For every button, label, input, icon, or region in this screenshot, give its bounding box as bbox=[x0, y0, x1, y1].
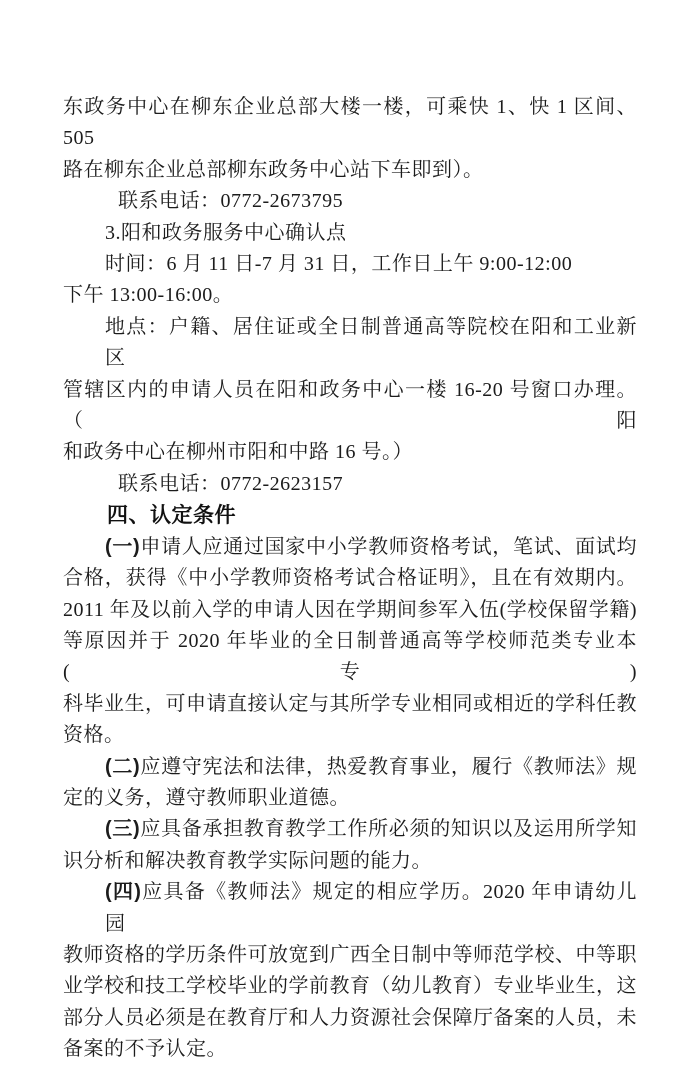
line-text: 应具备承担教育教学工作所必须的知识以及运用所学知 bbox=[140, 818, 637, 841]
line-text: 四、认定条件 bbox=[107, 504, 236, 528]
text-line bbox=[63, 563, 637, 594]
line-text: 地点：户籍、居住证或全日制普通高等院校在阳和工业新区 bbox=[105, 315, 637, 370]
text-line bbox=[63, 783, 637, 814]
line-text: 东政务中心在柳东企业总部大楼一楼，可乘快 1、快 1 区间、505 bbox=[63, 96, 637, 150]
line-text: 识分析和解决教育教学实际问题的能力。 bbox=[63, 849, 432, 872]
text-line bbox=[63, 312, 637, 375]
text-line bbox=[63, 280, 637, 311]
line-text: 联系电话：0772-2673795 bbox=[118, 190, 344, 213]
line-text: 下午 13:00-16:00。 bbox=[63, 284, 234, 307]
text-line bbox=[63, 155, 637, 186]
line-text: 合格，获得《中小学教师资格考试合格证明》，且在有效期内。 bbox=[63, 567, 637, 590]
text-line bbox=[63, 92, 637, 155]
line-text: 备案的不予认定。 bbox=[63, 1038, 227, 1061]
line-text: 科毕业生，可申请直接认定与其所学专业相同或相近的学科任教 bbox=[63, 692, 637, 715]
line-text: 路在柳东企业总部柳东政务中心站下车即到）。 bbox=[63, 158, 484, 181]
line-text: 业学校和技工学校毕业的学前教育（幼儿教育）专业毕业生，这 bbox=[63, 975, 637, 998]
line-text: 定的义务，遵守教师职业道德。 bbox=[63, 786, 350, 809]
line-text: 管辖区内的申请人员在阳和政务中心一楼 16-20 号窗口办理。（阳 bbox=[63, 378, 637, 433]
text-line bbox=[63, 1003, 637, 1034]
text-line bbox=[63, 218, 637, 249]
text-line bbox=[63, 971, 637, 1002]
text-line bbox=[63, 595, 637, 626]
line-text: 联系电话：0772-2623157 bbox=[118, 472, 344, 495]
list-item-marker: (三) bbox=[105, 818, 141, 841]
section-heading bbox=[63, 500, 637, 531]
text-line bbox=[63, 846, 637, 877]
line-text: 应具备《教师法》规定的相应学历。2020 年申请幼儿园 bbox=[105, 881, 637, 935]
line-text: 资格。 bbox=[63, 724, 125, 747]
line-text: 部分人员必须是在教育厅和人力资源社会保障厅备案的人员，未 bbox=[63, 1006, 637, 1029]
list-item-marker: (二) bbox=[105, 755, 141, 778]
text-line bbox=[63, 375, 637, 438]
line-text: 教师资格的学历条件可放宽到广西全日制中等师范学校、中等职 bbox=[63, 943, 637, 966]
line-text: 申请人应通过国家中小学教师资格考试，笔试、面试均 bbox=[140, 535, 637, 558]
text-line bbox=[63, 249, 637, 280]
line-text: 3.阳和政务服务中心确认点 bbox=[105, 221, 347, 244]
text-line bbox=[63, 626, 637, 689]
text-line bbox=[63, 469, 637, 500]
text-line bbox=[63, 689, 637, 720]
text-line bbox=[63, 1034, 637, 1065]
document-text bbox=[63, 92, 637, 1066]
list-item-marker: (四) bbox=[105, 881, 142, 904]
text-line bbox=[63, 437, 637, 468]
text-line bbox=[63, 814, 637, 845]
line-text: 和政务中心在柳州市阳和中路 16 号。） bbox=[63, 441, 413, 464]
text-line bbox=[63, 186, 637, 217]
list-item-marker: (一) bbox=[105, 535, 141, 558]
line-text: 2011 年及以前入学的申请人因在学期间参军入伍(学校保留学籍) bbox=[63, 598, 637, 621]
text-line bbox=[63, 532, 637, 563]
line-text: 应遵守宪法和法律，热爱教育事业，履行《教师法》规 bbox=[140, 755, 637, 778]
text-line bbox=[63, 877, 637, 940]
line-text: 时间：6 月 11 日-7 月 31 日，工作日上午 9:00-12:00 bbox=[105, 253, 573, 276]
text-line bbox=[63, 752, 637, 783]
text-line bbox=[63, 720, 637, 751]
text-line bbox=[63, 940, 637, 971]
line-text: 等原因并于 2020 年毕业的全日制普通高等学校师范类专业本(专) bbox=[63, 629, 637, 684]
